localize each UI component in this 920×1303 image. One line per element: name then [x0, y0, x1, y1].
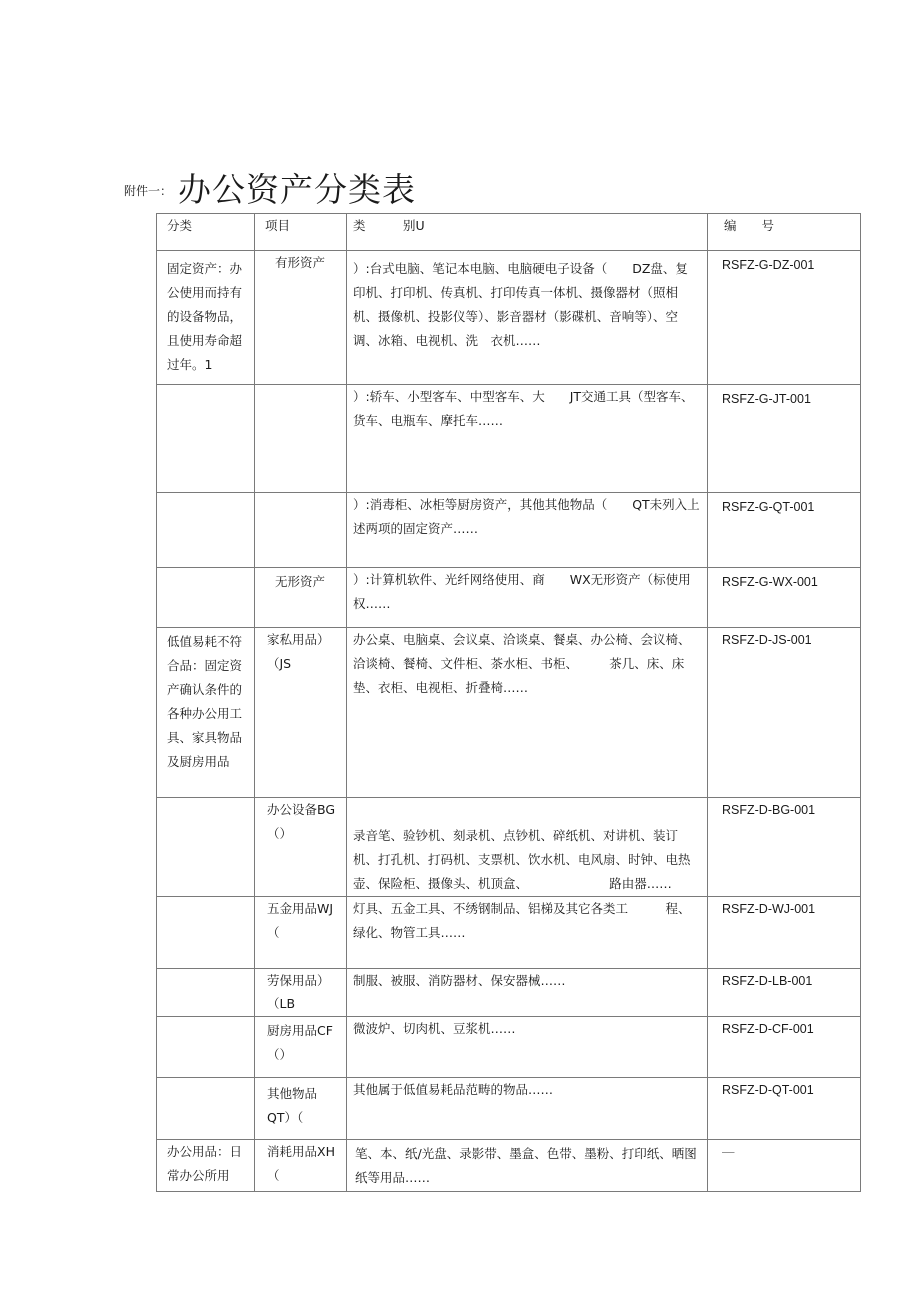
detail-cell: 录音笔、验钞机、刻录机、点钞机、碎纸机、对讲机、装订机、打孔机、打码机、支票机、饮水机、电风扇、时钟、电热壶、保险柜、摄像头、机顶盒、 路由器…… [347, 798, 708, 897]
item-cell: 有形资产 [255, 251, 347, 385]
code-cell: RSFZ-D-JS-001 [708, 628, 861, 798]
item-cell: 无形资产 [255, 568, 347, 628]
item-cell: 办公设备BG（） [255, 798, 347, 897]
table-row [157, 251, 861, 385]
category-cell: 办公用品：日常办公所用 [157, 1140, 255, 1192]
table-row [157, 628, 861, 798]
category-cell [157, 897, 255, 969]
code-cell: — [708, 1140, 861, 1192]
table-row [157, 493, 861, 568]
category-cell [157, 493, 255, 568]
detail-cell: 其他属于低值易耗品范畴的物品…… [347, 1078, 708, 1140]
category-cell [157, 1078, 255, 1140]
detail-cell: ）:消毒柜、冰柜等厨房资产，其他其他物品（ QT未列入上述两项的固定资产…… [347, 493, 708, 568]
detail-cell: 笔、本、纸/光盘、录影带、墨盒、色带、墨粉、打印纸、晒图纸等用品…… [347, 1140, 708, 1192]
detail-cell: ）:台式电脑、笔记本电脑、电脑硬电子设备（ DZ盘、复 印机、打印机、传真机、打印传真一体机、摄像器材（照相机、摄像机、投影仪等）、影音器材（影碟机、音响等）、空调、冰箱、电视机、洗 衣机…… [347, 251, 708, 385]
category-cell [157, 798, 255, 897]
code-cell: RSFZ-G-WX-001 [708, 568, 861, 628]
item-cell: 家私用品）（JS [255, 628, 347, 798]
code-cell: RSFZ-G-DZ-001 [708, 251, 861, 385]
code-cell: RSFZ-D-BG-001 [708, 798, 861, 897]
detail-cell: ）:轿车、小型客车、中型客车、大 JT交通工具（型客车、货车、电瓶车、摩托车…… [347, 385, 708, 493]
page-title: 办公资产分类表 [178, 170, 416, 209]
category-cell [157, 568, 255, 628]
detail-cell: 微波炉、切肉机、豆浆机…… [347, 1017, 708, 1078]
code-cell: RSFZ-G-QT-001 [708, 493, 861, 568]
item-cell: 五金用品WJ（ [255, 897, 347, 969]
code-cell: RSFZ-D-QT-001 [708, 1078, 861, 1140]
column-header-item: 项目 [255, 214, 347, 251]
table-row [157, 1078, 861, 1140]
item-cell: 其他物品QT）（ [255, 1078, 347, 1140]
table-row [157, 798, 861, 897]
item-cell: 消耗用品XH（ [255, 1140, 347, 1192]
table-row [157, 1140, 861, 1192]
category-cell [157, 1017, 255, 1078]
code-cell: RSFZ-G-JT-001 [708, 385, 861, 493]
detail-cell: 制服、被服、消防器材、保安器械…… [347, 969, 708, 1017]
column-header-code: 编 号 [708, 214, 861, 251]
column-header-category: 分类 [157, 214, 255, 251]
asset-classification-table [156, 213, 861, 1192]
item-cell [255, 493, 347, 568]
table-row [157, 568, 861, 628]
code-cell: RSFZ-D-LB-001 [708, 969, 861, 1017]
attachment-label: 附件一： [124, 184, 173, 198]
detail-cell: ）:计算机软件、光纤网络使用、商 WX无形资产（标使用权…… [347, 568, 708, 628]
item-cell [255, 385, 347, 493]
code-cell: RSFZ-D-CF-001 [708, 1017, 861, 1078]
table-header-row [157, 214, 861, 251]
table-row [157, 897, 861, 969]
detail-cell: 灯具、五金工具、不绣钢制品、铝梯及其它各类工 程、绿化、物管工具…… [347, 897, 708, 969]
item-cell: 劳保用品）（LB [255, 969, 347, 1017]
column-header-detail: 类 别U [347, 214, 708, 251]
category-cell: 固定资产：办公使用而持有的设备物品，且使用寿命超过年。1 [157, 251, 255, 385]
table-row [157, 385, 861, 493]
table-row [157, 969, 861, 1017]
item-cell: 厨房用品CF（） [255, 1017, 347, 1078]
category-cell [157, 385, 255, 493]
code-cell: RSFZ-D-WJ-001 [708, 897, 861, 969]
category-cell [157, 969, 255, 1017]
table-row [157, 1017, 861, 1078]
detail-cell: 办公桌、电脑桌、会议桌、洽谈桌、餐桌、办公椅、会议椅、洽谈椅、餐椅、文件柜、茶水柜、书柜、 茶几、床、床垫、衣柜、电视柜、折叠椅…… [347, 628, 708, 798]
category-cell: 低值易耗不符合品：固定资产确认条件的各种办公用工具、家具物品及厨房用品 [157, 628, 255, 798]
